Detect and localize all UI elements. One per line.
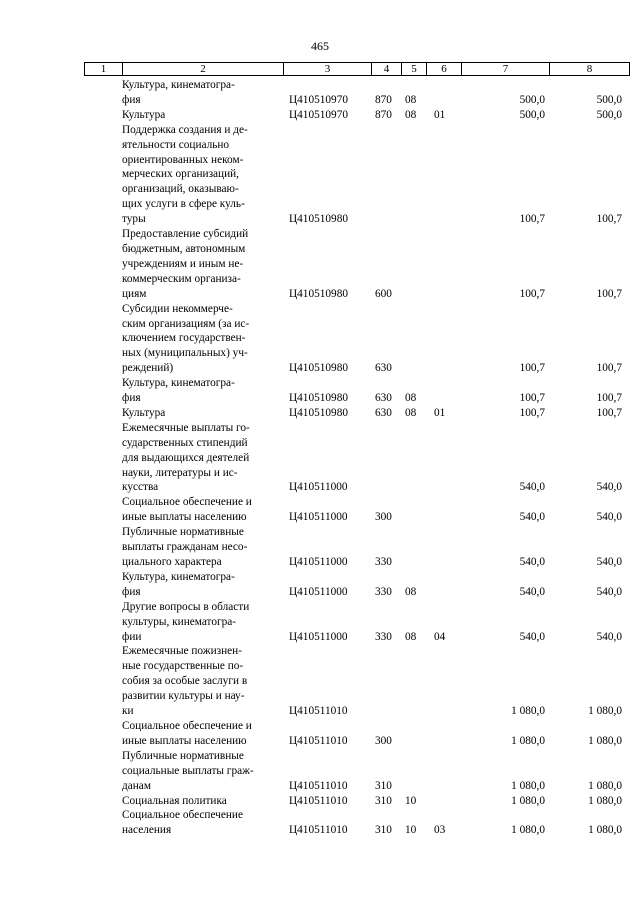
row-code: Ц410511000: [289, 585, 348, 598]
row-name-line: кусства: [122, 481, 159, 494]
row-col-4: 330: [375, 556, 392, 568]
row-col-4: 300: [375, 511, 392, 524]
row-name-line: Другие вопросы в области: [122, 600, 250, 613]
table-row: [84, 808, 628, 838]
row-code: Ц410511000: [289, 630, 348, 643]
row-name-line: учреждениям и иным не-: [122, 257, 244, 270]
row-col-7: 1 080,0: [511, 705, 545, 718]
row-name-line: собия за особые заслуги в: [122, 675, 248, 688]
row-col-8: 540,0: [596, 511, 622, 524]
row-col-5: 08: [405, 585, 417, 598]
table-row: [84, 600, 628, 645]
table-row: [84, 123, 628, 227]
row-col-8: 500,0: [596, 108, 622, 121]
row-col-4: 630: [375, 392, 392, 405]
row-name-line: ные государственные по-: [122, 660, 244, 673]
row-name-line: циального характера: [122, 556, 222, 568]
row-col-7: 540,0: [519, 511, 545, 524]
row-name-line: развитии культуры и нау-: [122, 690, 245, 703]
row-col-4: 310: [375, 779, 392, 792]
row-name-line: Культура, кинематогра-: [122, 377, 235, 390]
row-name: [122, 421, 283, 496]
row-col-5: 08: [405, 406, 417, 419]
row-col-8: 1 080,0: [588, 705, 622, 718]
row-col-7: 540,0: [519, 481, 545, 494]
row-code: Ц410511000: [289, 481, 348, 494]
row-col-8: 540,0: [596, 630, 622, 643]
row-col-5: 08: [405, 108, 417, 121]
table-row: [84, 421, 628, 496]
row-name: [122, 123, 283, 227]
table-row: [84, 719, 628, 749]
row-col-5: 10: [405, 794, 417, 807]
row-col-7: 500,0: [519, 108, 545, 121]
row-code: Ц410511010: [289, 824, 348, 837]
row-col-4: 300: [375, 734, 392, 747]
table-row: [84, 227, 628, 302]
row-name-line: туры: [122, 213, 146, 226]
row-name: [122, 406, 283, 421]
row-code: Ц410510980: [289, 362, 348, 375]
table-row: [84, 644, 628, 719]
row-code: Ц410510970: [289, 108, 348, 121]
row-name-line: Социальная политика: [122, 794, 227, 807]
row-col-7: 540,0: [519, 630, 545, 643]
row-name-line: Социальное обеспечение и: [122, 496, 252, 509]
row-col-5: 08: [405, 630, 417, 643]
table-row: [84, 302, 628, 377]
row-name-line: Культура: [122, 406, 166, 419]
row-col-7: 540,0: [519, 585, 545, 598]
row-name: [122, 376, 283, 406]
row-col-4: 600: [375, 287, 392, 300]
header-col-2: 2: [123, 63, 284, 75]
row-name-line: ки: [122, 705, 134, 718]
table-row: [84, 794, 628, 809]
row-name-line: коммерческим организа-: [122, 272, 241, 285]
row-col-8: 540,0: [596, 556, 622, 568]
row-name: [122, 808, 283, 838]
row-name-line: ским организациям (за ис-: [122, 317, 250, 330]
row-col-4: 630: [375, 362, 392, 375]
row-col-5: 08: [405, 93, 417, 106]
row-code: Ц410511010: [289, 705, 348, 718]
row-code: Ц410510980: [289, 406, 348, 419]
row-name: [122, 570, 283, 600]
row-name-line: населения: [122, 824, 172, 837]
row-col-4: 310: [375, 824, 392, 837]
row-col-5: 10: [405, 824, 417, 837]
row-col-8: 1 080,0: [588, 779, 622, 792]
row-code: Ц410511000: [289, 511, 348, 524]
row-col-8: 500,0: [596, 93, 622, 106]
row-name-line: щих услуги в сфере куль-: [122, 198, 245, 211]
row-col-6: 04: [434, 630, 446, 643]
row-name: [122, 719, 283, 749]
row-code: Ц410511010: [289, 734, 348, 747]
row-col-7: 500,0: [519, 93, 545, 106]
row-col-8: 540,0: [596, 585, 622, 598]
row-name: [122, 600, 283, 645]
row-name-line: для выдающихся деятелей: [122, 451, 250, 464]
row-name: [122, 227, 283, 302]
row-col-8: 1 080,0: [588, 824, 622, 837]
row-name-line: социальные выплаты граж-: [122, 764, 254, 777]
table-row: [84, 108, 628, 123]
table-row: [84, 525, 628, 570]
row-name-line: Поддержка создания и де-: [122, 123, 248, 136]
row-name-line: Культура, кинематогра-: [122, 79, 235, 91]
row-name: [122, 644, 283, 719]
row-name: [122, 108, 283, 123]
row-name-line: Культура, кинематогра-: [122, 570, 235, 583]
row-name-line: выплаты гражданам несо-: [122, 541, 248, 554]
row-name: [122, 749, 283, 794]
row-col-8: 100,7: [596, 287, 622, 300]
row-name-line: Предоставление субсидий: [122, 228, 249, 241]
row-name-line: Культура: [122, 108, 166, 121]
table-body: [84, 78, 628, 838]
row-col-4: 870: [375, 108, 392, 121]
row-name-line: фия: [122, 93, 141, 106]
row-name-line: иные выплаты населению: [122, 734, 247, 747]
row-col-4: 870: [375, 93, 392, 106]
row-col-4: 330: [375, 630, 392, 643]
row-name-line: ных (муниципальных) уч-: [122, 347, 248, 360]
table-row: [84, 78, 628, 108]
row-name: [122, 495, 283, 525]
header-col-7: 7: [462, 63, 550, 75]
table-row: [84, 495, 628, 525]
row-code: Ц410511000: [289, 556, 348, 568]
header-col-8: 8: [586, 63, 593, 75]
row-code: Ц410510980: [289, 213, 348, 226]
row-col-5: 08: [405, 392, 417, 405]
row-code: Ц410510970: [289, 93, 348, 106]
row-col-4: 630: [375, 406, 392, 419]
row-col-6: 01: [434, 406, 446, 419]
table-row: [84, 376, 628, 406]
row-name-line: циям: [122, 287, 147, 300]
header-col-6: 6: [427, 63, 462, 75]
row-code: Ц410510980: [289, 287, 348, 300]
row-name-line: Социальное обеспечение и: [122, 719, 252, 732]
row-name-line: ятельности социально: [122, 138, 230, 151]
row-name-line: Публичные нормативные: [122, 749, 244, 762]
row-name-line: ключением государствен-: [122, 332, 246, 345]
header-col-5: 5: [402, 63, 427, 75]
row-col-8: 1 080,0: [588, 794, 622, 807]
header-col-3: 3: [284, 63, 372, 75]
table-row: [84, 749, 628, 794]
row-name-line: Социальное обеспечение: [122, 809, 243, 822]
row-name: [122, 302, 283, 377]
table-row: [84, 406, 628, 421]
row-col-7: 100,7: [519, 287, 545, 300]
row-col-7: 100,7: [519, 406, 545, 419]
row-name-line: бюджетным, автономным: [122, 242, 246, 255]
row-code: Ц410510980: [289, 392, 348, 405]
row-name: [122, 525, 283, 570]
row-name-line: Публичные нормативные: [122, 526, 244, 539]
row-code: Ц410511010: [289, 779, 348, 792]
row-name-line: культуры, кинематогра-: [122, 615, 237, 628]
row-name-line: фия: [122, 585, 141, 598]
row-name-line: иные выплаты населению: [122, 511, 247, 524]
row-name-line: Субсидии некоммерче-: [122, 302, 233, 315]
row-col-7: 1 080,0: [511, 794, 545, 807]
row-col-8: 100,7: [596, 392, 622, 405]
row-name-line: фии: [122, 630, 142, 643]
row-col-8: 100,7: [596, 213, 622, 226]
row-name-line: фия: [122, 392, 141, 405]
row-name-line: реждений): [122, 362, 174, 375]
row-name-line: организаций, оказываю-: [122, 183, 239, 196]
row-col-8: 1 080,0: [588, 734, 622, 747]
row-col-7: 100,7: [519, 392, 545, 405]
table-header: [84, 62, 630, 76]
row-col-7: 100,7: [519, 362, 545, 375]
row-col-7: 1 080,0: [511, 734, 545, 747]
row-col-6: 01: [434, 108, 446, 121]
row-col-4: 310: [375, 794, 392, 807]
row-name-line: данам: [122, 779, 151, 792]
row-col-7: 540,0: [519, 556, 545, 568]
page-number: 465: [311, 39, 329, 53]
row-col-4: 330: [375, 585, 392, 598]
row-col-7: 1 080,0: [511, 824, 545, 837]
row-name: [122, 78, 283, 108]
row-name-line: науки, литературы и ис-: [122, 466, 238, 479]
row-col-6: 03: [434, 824, 446, 837]
row-name: [122, 794, 283, 809]
header-col-1: 1: [85, 63, 123, 75]
row-name-line: Ежемесячные пожизнен-: [122, 645, 242, 658]
row-col-7: 100,7: [519, 213, 545, 226]
row-name-line: мерческих организаций,: [122, 168, 240, 181]
row-name-line: сударственных стипендий: [122, 436, 248, 449]
row-name-line: Ежемесячные выплаты го-: [122, 421, 250, 434]
row-col-8: 100,7: [596, 362, 622, 375]
table-row: [84, 570, 628, 600]
row-code: Ц410511010: [289, 794, 348, 807]
row-col-8: 100,7: [596, 406, 622, 419]
row-col-7: 1 080,0: [511, 779, 545, 792]
row-name-line: ориентированных неком-: [122, 153, 244, 166]
row-col-8: 540,0: [596, 481, 622, 494]
header-col-4: 4: [372, 63, 402, 75]
